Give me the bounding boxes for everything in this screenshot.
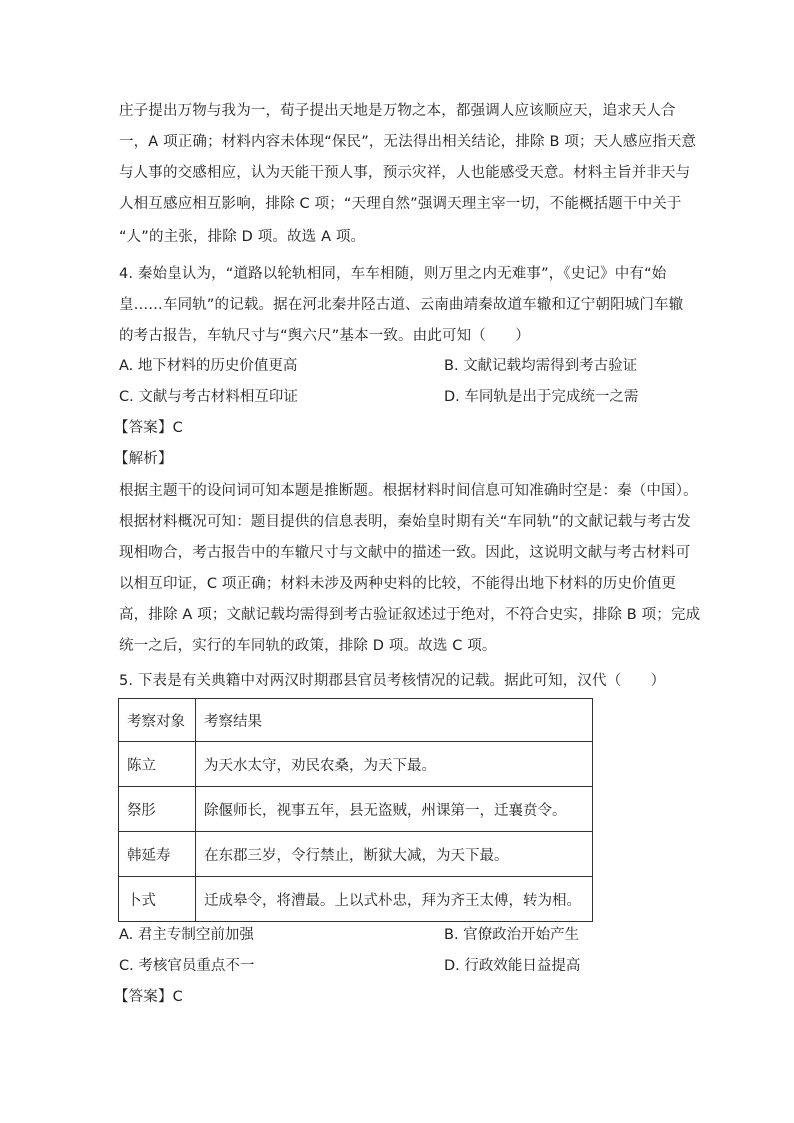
q4-analysis-label: 【解析】 — [114, 451, 173, 467]
assessment-table — [118, 698, 593, 922]
q4-analysis-line: 根据材料概况可知：题目提供的信息表明，秦始皇时期有关“车同轨”的文献记载与考古发 — [119, 514, 692, 530]
q4-option-a: A. 地下材料的历史价值更高 — [119, 358, 298, 374]
q4-analysis-line: 现相吻合，考古报告中的车辙尺寸与文献中的描述一致。因此，这说明文献与考古材料可 — [119, 545, 691, 561]
table-row — [119, 877, 593, 922]
table-header-cell: 考察结果 — [196, 699, 593, 742]
q5-option-c: C. 考核官员重点不一 — [119, 958, 255, 974]
table-row — [119, 787, 593, 832]
analysis-text-line: 庄子提出万物与我为一，荀子提出天地是万物之本，都强调人应该顺应天，追求天人合 — [119, 103, 676, 119]
table-cell-result: 为天水太守，劝民农桑，为天下最。 — [196, 742, 593, 787]
analysis-text-line: “人”的主张，排除 D 项。故选 A 项。 — [119, 229, 366, 245]
table-cell-result: 迁成皋令，将漕最。上以式朴忠，拜为齐王太傅，转为相。 — [196, 877, 593, 922]
table-cell-name: 卜式 — [119, 877, 196, 922]
q4-option-c: C. 文献与考古材料相互印证 — [119, 389, 298, 405]
q4-option-d: D. 车同轨是出于完成统一之需 — [444, 389, 639, 405]
question-4-stem: 的考古报告，车轨尺寸与“舆六尺”基本一致。由此可知（ ） — [119, 328, 530, 344]
table-header-row — [119, 699, 593, 742]
q5-option-a: A. 君主专制空前加强 — [119, 927, 254, 943]
analysis-text-line: 人相互感应相互影响，排除 C 项；“天理自然”强调天理主宰一切，不能概括题干中关于 — [119, 196, 682, 212]
q5-option-d: D. 行政效能日益提高 — [444, 958, 581, 974]
table-cell-name: 陈立 — [119, 742, 196, 787]
q4-analysis-line: 以相互印证，C 项正确；材料未涉及两种史料的比较，不能得出地下材料的历史价值更 — [119, 576, 677, 592]
q4-analysis-line: 根据主题干的设问词可知本题是推断题。根据材料时间信息可知准确时空是：秦（中国）。 — [119, 483, 698, 499]
analysis-text-line: 一，A 项正确；材料内容未体现“保民”，无法得出相关结论，排除 B 项；天人感应指天意 — [119, 134, 697, 150]
q4-analysis-line: 统一之后，实行的车同轨的政策，排除 D 项。故选 C 项。 — [119, 638, 497, 654]
q4-answer: 【答案】C — [114, 420, 183, 436]
analysis-text-line: 与人事的交感相应，认为天能干预人事，预示灾祥，人也能感受天意。材料主旨并非天与 — [119, 165, 691, 181]
table-header-cell: 考察对象 — [119, 699, 196, 742]
table-row — [119, 832, 593, 877]
table-row — [119, 742, 593, 787]
q4-option-b: B. 文献记载均需得到考古验证 — [444, 358, 638, 374]
q5-answer: 【答案】C — [114, 989, 183, 1005]
q5-option-b: B. 官僚政治开始产生 — [444, 927, 580, 943]
table-cell-name: 韩延寿 — [119, 832, 196, 877]
q4-analysis-line: 高，排除 A 项；文献记载均需得到考古验证叙述过于绝对，不符合史实，排除 B 项；完成 — [119, 607, 701, 623]
question-4-stem: 皇……车同轨”的记载。据在河北秦井陉古道、云南曲靖秦故道车辙和辽宁朝阳城门车辙 — [119, 297, 684, 313]
question-5-stem: 5. 下表是有关典籍中对两汉时期郡县官员考核情况的记载。据此可知，汉代（ ） — [119, 673, 666, 689]
question-4-stem: 4. 秦始皇认为，“道路以轮轨相同，车车相随，则万里之内无难事”，《史记》中有“始 — [119, 266, 667, 282]
table-cell-result: 在东郡三岁，令行禁止，断狱大减，为天下最。 — [196, 832, 593, 877]
table-cell-result: 除偃师长，视事五年，县无盗贼，州课第一，迁襄贲令。 — [196, 787, 593, 832]
table-cell-name: 祭肜 — [119, 787, 196, 832]
